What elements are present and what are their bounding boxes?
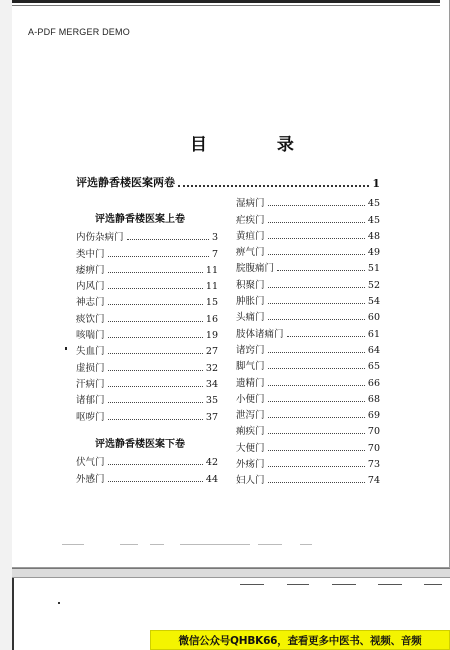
toc-entry[interactable] xyxy=(76,408,218,424)
dot-leader xyxy=(108,304,203,305)
toc-entry[interactable] xyxy=(236,358,380,374)
dot-leader xyxy=(268,287,365,288)
toc-entry-label: 外感门 xyxy=(76,473,105,485)
toc-entry-label: 类中门 xyxy=(76,248,105,260)
dot-leader xyxy=(268,238,365,239)
toc-entry-label: 痿痹门 xyxy=(76,264,105,276)
toc-entry-page: 54 xyxy=(367,296,380,308)
dot-leader xyxy=(268,368,365,369)
scan-dash xyxy=(287,584,309,585)
toc-entry-page: 11 xyxy=(205,264,218,276)
toc-entry[interactable] xyxy=(76,470,218,486)
scan-smudge xyxy=(150,544,164,545)
toc-entry[interactable] xyxy=(236,195,380,211)
toc-entry-label: 泄泻门 xyxy=(236,410,265,422)
toc-right-list xyxy=(236,195,380,488)
toc-entry-page: 42 xyxy=(205,457,218,469)
toc-entry-page: 69 xyxy=(367,410,380,422)
dot-leader xyxy=(268,466,365,467)
toc-entry-label: 内风门 xyxy=(76,281,105,293)
toc-entry[interactable] xyxy=(76,454,218,470)
toc-entry-page: 60 xyxy=(367,312,380,324)
dot-leader xyxy=(108,321,203,322)
toc-entry-page: 73 xyxy=(367,459,380,471)
toc-entry-label: 痹气门 xyxy=(236,247,265,259)
toc-entry-label: 黄疸门 xyxy=(236,230,265,242)
toc-entry-page: 45 xyxy=(367,214,380,226)
dot-leader xyxy=(108,481,203,482)
toc-entry[interactable] xyxy=(236,456,380,472)
dot-leader xyxy=(268,450,365,451)
toc-entry[interactable] xyxy=(76,310,218,326)
toc-entry-label: 妇人门 xyxy=(236,475,265,487)
toc-entry[interactable] xyxy=(236,211,380,227)
dot-leader xyxy=(108,353,203,354)
scan-dot xyxy=(58,602,60,604)
toc-entry[interactable] xyxy=(76,392,218,408)
toc-entry-label: 大便门 xyxy=(236,442,265,454)
dot-leader xyxy=(108,370,203,371)
toc-entry[interactable] xyxy=(236,228,380,244)
page-top-border-thin xyxy=(12,5,440,6)
toc-entry-page: 19 xyxy=(205,330,218,342)
dot-leader xyxy=(287,336,365,337)
toc-entry[interactable] xyxy=(76,262,218,278)
toc-left-upper-list xyxy=(76,229,218,425)
toc-entry-label: 诸窍门 xyxy=(236,344,265,356)
toc-entry-page: 3 xyxy=(211,232,218,244)
toc-entry-page: 65 xyxy=(367,361,380,373)
scan-dash xyxy=(378,584,402,585)
dot-leader xyxy=(268,352,365,353)
toc-entry[interactable] xyxy=(76,376,218,392)
toc-entry-label: 外疡门 xyxy=(236,459,265,471)
scan-smudge xyxy=(62,544,84,545)
toc-entry-label: 脚气门 xyxy=(236,361,265,373)
toc-entry[interactable] xyxy=(236,391,380,407)
toc-entry-label: 汗病门 xyxy=(76,378,105,390)
toc-left-lower-list xyxy=(76,454,218,487)
toc-entry-label: 积聚门 xyxy=(236,279,265,291)
toc-entry-label: 诸郁门 xyxy=(76,395,105,407)
toc-entry-page: 70 xyxy=(367,442,380,454)
toc-entry[interactable] xyxy=(236,276,380,292)
scan-smudge xyxy=(300,544,312,545)
dot-leader xyxy=(108,464,203,465)
toc-entry-label: 虚损门 xyxy=(76,362,105,374)
toc-entry-label: 头痛门 xyxy=(236,312,265,324)
page-top-border xyxy=(12,0,440,3)
toc-entry-label: 肿胀门 xyxy=(236,296,265,308)
dot-leader xyxy=(268,303,365,304)
toc-entry-page: 32 xyxy=(205,362,218,374)
scan-dash xyxy=(332,584,356,585)
toc-entry[interactable] xyxy=(236,472,380,488)
toc-entry-label: 失血门 xyxy=(76,346,105,358)
toc-entry-page: 16 xyxy=(205,313,218,325)
toc-entry[interactable] xyxy=(236,342,380,358)
toc-entry-page: 70 xyxy=(367,426,380,438)
section-title-upper: 评选静香楼医案上卷 xyxy=(95,214,185,225)
toc-entry[interactable] xyxy=(76,294,218,310)
toc-entry-page: 34 xyxy=(205,378,218,390)
toc-entry-label: 遗精门 xyxy=(236,377,265,389)
toc-entry-page: 66 xyxy=(367,377,380,389)
dot-leader xyxy=(108,288,203,289)
dot-leader xyxy=(108,272,203,273)
toc-entry-page: 44 xyxy=(205,473,218,485)
toc-entry[interactable] xyxy=(236,407,380,423)
toc-entry-page: 15 xyxy=(205,297,218,309)
dot-leader xyxy=(127,239,209,240)
dot-leader xyxy=(268,205,365,206)
demo-watermark: A-PDF MERGER DEMO xyxy=(28,27,130,37)
toc-entry-label: 痰饮门 xyxy=(76,313,105,325)
toc-entry[interactable] xyxy=(76,359,218,375)
stray-mark xyxy=(65,347,67,350)
toc-entry-page: 48 xyxy=(367,230,380,242)
toc-entry-page: 74 xyxy=(367,475,380,487)
toc-main-entry-page: 1 xyxy=(372,177,380,190)
toc-entry[interactable] xyxy=(236,309,380,325)
dot-leader xyxy=(108,402,203,403)
dot-leader xyxy=(108,337,203,338)
toc-entry-label: 呕哕门 xyxy=(76,411,105,423)
toc-entry-label: 湿病门 xyxy=(236,198,265,210)
toc-entry[interactable] xyxy=(236,260,380,276)
dot-leader xyxy=(108,419,203,420)
wechat-promo-banner: 微信公众号QHBK66，查看更多中医书、视频、音频 xyxy=(150,630,450,650)
section-title-lower: 评选静香楼医案下卷 xyxy=(95,439,185,450)
dot-leader xyxy=(268,417,365,418)
toc-entry-label: 小便门 xyxy=(236,393,265,405)
toc-entry-label: 脘腹痛门 xyxy=(236,263,275,275)
dot-leader xyxy=(108,256,209,257)
toc-entry[interactable] xyxy=(236,325,380,341)
toc-entry[interactable] xyxy=(76,343,218,359)
scan-dash xyxy=(240,584,264,585)
dot-leader xyxy=(268,401,365,402)
page-separator xyxy=(12,568,450,578)
toc-entry-page: 68 xyxy=(367,393,380,405)
toc-entry-label: 内伤杂病门 xyxy=(76,232,124,244)
toc-entry[interactable] xyxy=(236,439,380,455)
toc-entry-label: 咳喘门 xyxy=(76,330,105,342)
toc-entry[interactable] xyxy=(236,244,380,260)
scan-smudge xyxy=(180,544,250,545)
dot-leader xyxy=(268,222,365,223)
dot-leader xyxy=(268,254,365,255)
toc-entry-page: 27 xyxy=(205,346,218,358)
toc-entry-page: 51 xyxy=(367,263,380,275)
toc-entry-label: 神志门 xyxy=(76,297,105,309)
toc-entry-page: 37 xyxy=(205,411,218,423)
dot-leader xyxy=(268,482,365,483)
toc-entry-label: 伏气门 xyxy=(76,457,105,469)
toc-entry[interactable] xyxy=(236,423,380,439)
toc-entry-page: 45 xyxy=(367,198,380,210)
toc-entry-page: 49 xyxy=(367,247,380,259)
toc-entry-page: 11 xyxy=(205,281,218,293)
dot-leader xyxy=(178,185,369,187)
toc-entry[interactable] xyxy=(76,245,218,261)
dot-leader xyxy=(268,433,365,434)
toc-entry-page: 61 xyxy=(367,328,380,340)
dot-leader xyxy=(277,270,365,271)
toc-entry-page: 35 xyxy=(205,395,218,407)
toc-entry-page: 52 xyxy=(367,279,380,291)
scan-smudge xyxy=(258,544,282,545)
scan-smudge xyxy=(120,544,138,545)
toc-entry-page: 64 xyxy=(367,344,380,356)
dot-leader xyxy=(268,385,365,386)
toc-entry[interactable] xyxy=(76,278,218,294)
toc-entry-label: 疟疾门 xyxy=(236,214,265,226)
toc-entry[interactable] xyxy=(236,293,380,309)
dot-leader xyxy=(268,319,365,320)
scan-dash xyxy=(424,584,442,585)
dot-leader xyxy=(108,386,203,387)
toc-title: 目 录 xyxy=(190,135,326,155)
toc-main-entry-label: 评选静香楼医案两卷 xyxy=(76,176,175,189)
toc-entry[interactable] xyxy=(236,374,380,390)
toc-entry[interactable] xyxy=(76,327,218,343)
toc-entry-page: 7 xyxy=(211,248,218,260)
toc-main-entry[interactable] xyxy=(76,176,380,190)
toc-entry[interactable] xyxy=(76,229,218,245)
toc-entry-label: 痢疾门 xyxy=(236,426,265,438)
toc-entry-label: 肢体诸痛门 xyxy=(236,328,284,340)
